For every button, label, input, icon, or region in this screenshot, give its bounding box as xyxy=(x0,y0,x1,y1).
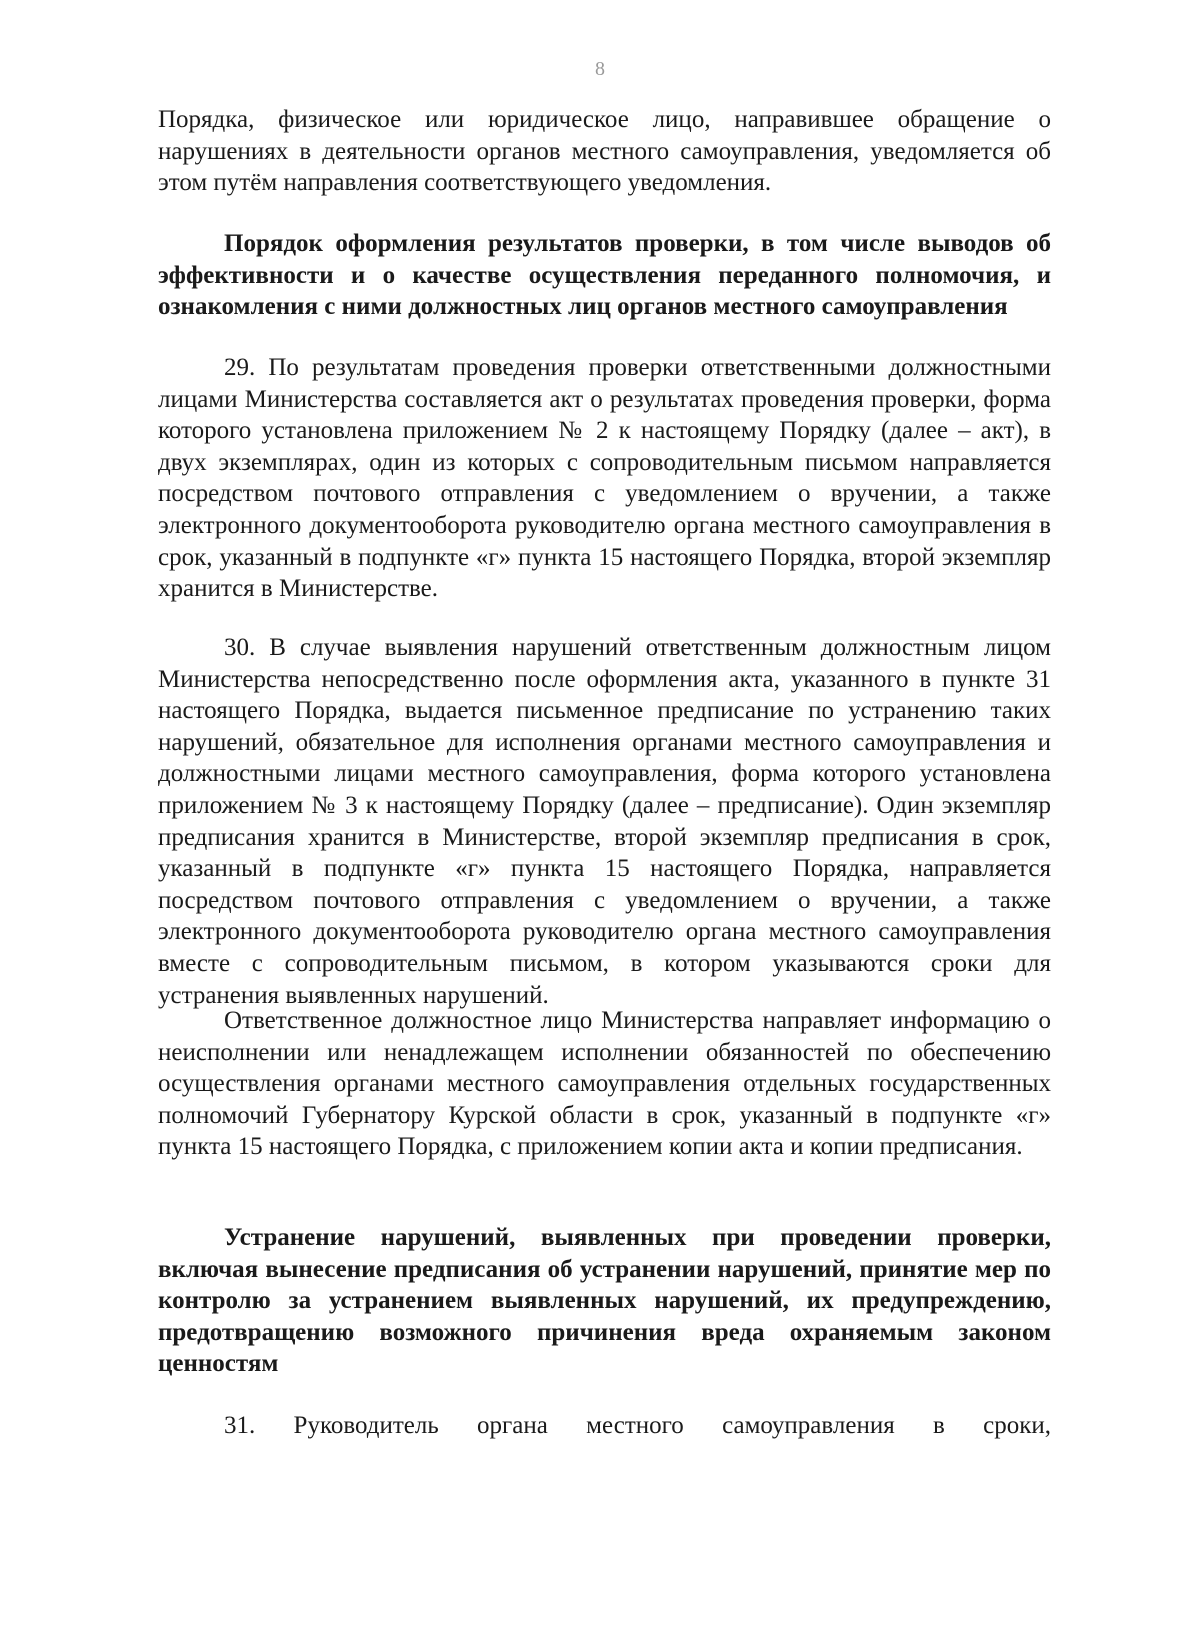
section-heading-results: Порядок оформления результатов проверки, в том числе выводов об эффективности и о качестве осуществления переданного полномочия, и ознакомления с ними должностных лиц органов местного самоуправления xyxy=(158,230,1051,321)
paragraph-29: 29. По результатам проведения проверки ответственными должностными лицами Министерства составляется акт о результатах проведения проверки, форма которого установлена приложением № 2 к настоящему Порядку (далее – акт), в двух экземплярах, один из которых с сопроводительным письмом направляется посредством почтового отправления с уведомлением о вручении, а также электронного документооборота руководителю органа местного самоуправления в срок, указанный в подпункте «г» пункта 15 настоящего Порядка, второй экземпляр хранится в Министерстве. xyxy=(158,354,1051,603)
paragraph-continued: Порядка, физическое или юридическое лицо, направившее обращение о нарушениях в деятельности органов местного самоуправления, уведомляется об этом путём направления соответствующего уведомления. xyxy=(158,106,1051,197)
paragraph-30-continued: Ответственное должностное лицо Министерства направляет информацию о неисполнении или ненадлежащем исполнении обязанностей по обеспечению осуществления органами местного самоуправления отдельных государственных полномочий Губернатору Курской области в срок, указанный в подпункте «г» пункта 15 настоящего Порядка, с приложением копии акта и копии предписания. xyxy=(158,1007,1051,1161)
paragraph-30: 30. В случае выявления нарушений ответственным должностным лицом Министерства непосредственно после оформления акта, указанного в пункте 31 настоящего Порядка, выдается письменное предписание по устранению таких нарушений, обязательное для исполнения органами местного самоуправления и должностными лицами местного самоуправления, форма которого установлена приложением № 3 к настоящему Порядку (далее – предписание). Один экземпляр предписания хранится в Министерстве, второй экземпляр предписания в срок, указанный в подпункте «г» пункта 15 настоящего Порядка, направляется посредством почтового отправления с уведомлением о вручении, а также электронного документооборота руководителю органа местного самоуправления вместе с сопроводительным письмом, в котором указываются сроки для устранения выявленных нарушений. xyxy=(158,634,1051,1009)
page-number: 8 xyxy=(595,58,605,80)
section-heading-remediation: Устранение нарушений, выявленных при проведении проверки, включая вынесение предписания об устранении нарушений, принятие мер по контролю за устранением выявленных нарушений, их предупреждению, предотвращению возможного причинения вреда охраняемым законом ценностям xyxy=(158,1224,1051,1378)
paragraph-31: 31. Руководитель органа местного самоуправления в сроки, xyxy=(224,1412,1051,1439)
